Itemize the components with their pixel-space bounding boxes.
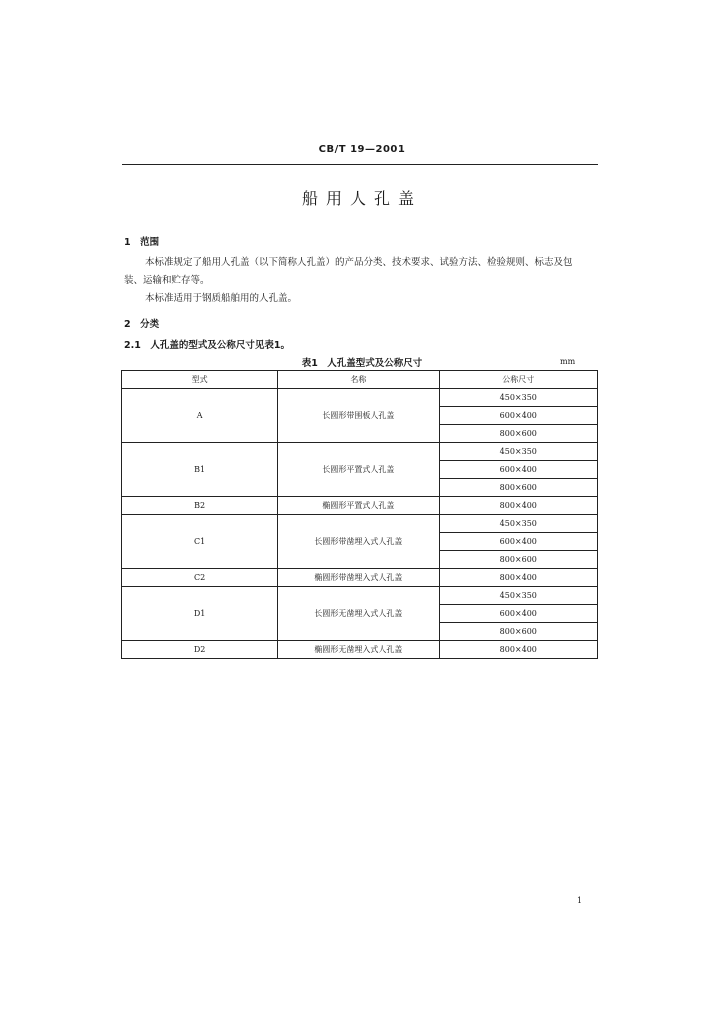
type-cell: A xyxy=(122,389,278,443)
name-cell: 椭圆形无凿埋入式人孔盖 xyxy=(278,641,439,659)
section-heading-classification: 2 分类 xyxy=(124,319,160,330)
table-caption: 表1 人孔盖型式及公称尺寸 xyxy=(301,358,423,369)
type-cell: D1 xyxy=(122,587,278,641)
name-cell: 长圆形带凿埋入式人孔盖 xyxy=(278,515,439,569)
table-header-row xyxy=(122,371,598,389)
type-cell: C2 xyxy=(122,569,278,587)
type-cell: B1 xyxy=(122,443,278,497)
table-unit: mm xyxy=(560,357,576,366)
scope-paragraph-1: 本标准规定了船用人孔盖（以下简称人孔盖）的产品分类、技术要求、试验方法、检验规则、标志及包装、运输和贮存等。 xyxy=(124,257,573,286)
table-row xyxy=(122,443,598,461)
header-size: 公称尺寸 xyxy=(439,371,597,389)
table-row xyxy=(122,515,598,533)
size-cell: 800×400 xyxy=(439,497,597,515)
size-cell: 600×400 xyxy=(439,461,597,479)
clause-2-1: 2.1 人孔盖的型式及公称尺寸见表1。 xyxy=(124,340,290,351)
size-cell: 600×400 xyxy=(439,533,597,551)
name-cell: 椭圆形平置式人孔盖 xyxy=(278,497,439,515)
size-cell: 800×400 xyxy=(439,569,597,587)
type-cell: B2 xyxy=(122,497,278,515)
section-heading-scope: 1 范围 xyxy=(124,237,160,248)
name-cell: 椭圆形带凿埋入式人孔盖 xyxy=(278,569,439,587)
table-row xyxy=(122,587,598,605)
page-number: 1 xyxy=(577,896,583,905)
size-cell: 600×400 xyxy=(439,605,597,623)
spec-table xyxy=(121,370,598,659)
size-cell: 800×600 xyxy=(439,551,597,569)
table-row xyxy=(122,389,598,407)
name-cell: 长圆形无凿埋入式人孔盖 xyxy=(278,587,439,641)
size-cell: 800×400 xyxy=(439,641,597,659)
header-type: 型式 xyxy=(122,371,278,389)
type-cell: C1 xyxy=(122,515,278,569)
size-cell: 450×350 xyxy=(439,443,597,461)
table-row xyxy=(122,569,598,587)
name-cell: 长圆形带围板人孔盖 xyxy=(278,389,439,443)
size-cell: 800×600 xyxy=(439,425,597,443)
document-title: 船用人孔盖 xyxy=(301,189,422,208)
size-cell: 450×350 xyxy=(439,587,597,605)
size-cell: 800×600 xyxy=(439,479,597,497)
scope-paragraph-2: 本标准适用于钢质船舶用的人孔盖。 xyxy=(145,293,298,304)
size-cell: 450×350 xyxy=(439,389,597,407)
size-cell: 600×400 xyxy=(439,407,597,425)
name-cell: 长圆形平置式人孔盖 xyxy=(278,443,439,497)
type-cell: D2 xyxy=(122,641,278,659)
standard-code: CB/T 19—2001 xyxy=(318,144,406,155)
size-cell: 800×600 xyxy=(439,623,597,641)
table-row xyxy=(122,641,598,659)
header-divider xyxy=(122,164,598,165)
table-row xyxy=(122,497,598,515)
header-name: 名称 xyxy=(278,371,439,389)
size-cell: 450×350 xyxy=(439,515,597,533)
